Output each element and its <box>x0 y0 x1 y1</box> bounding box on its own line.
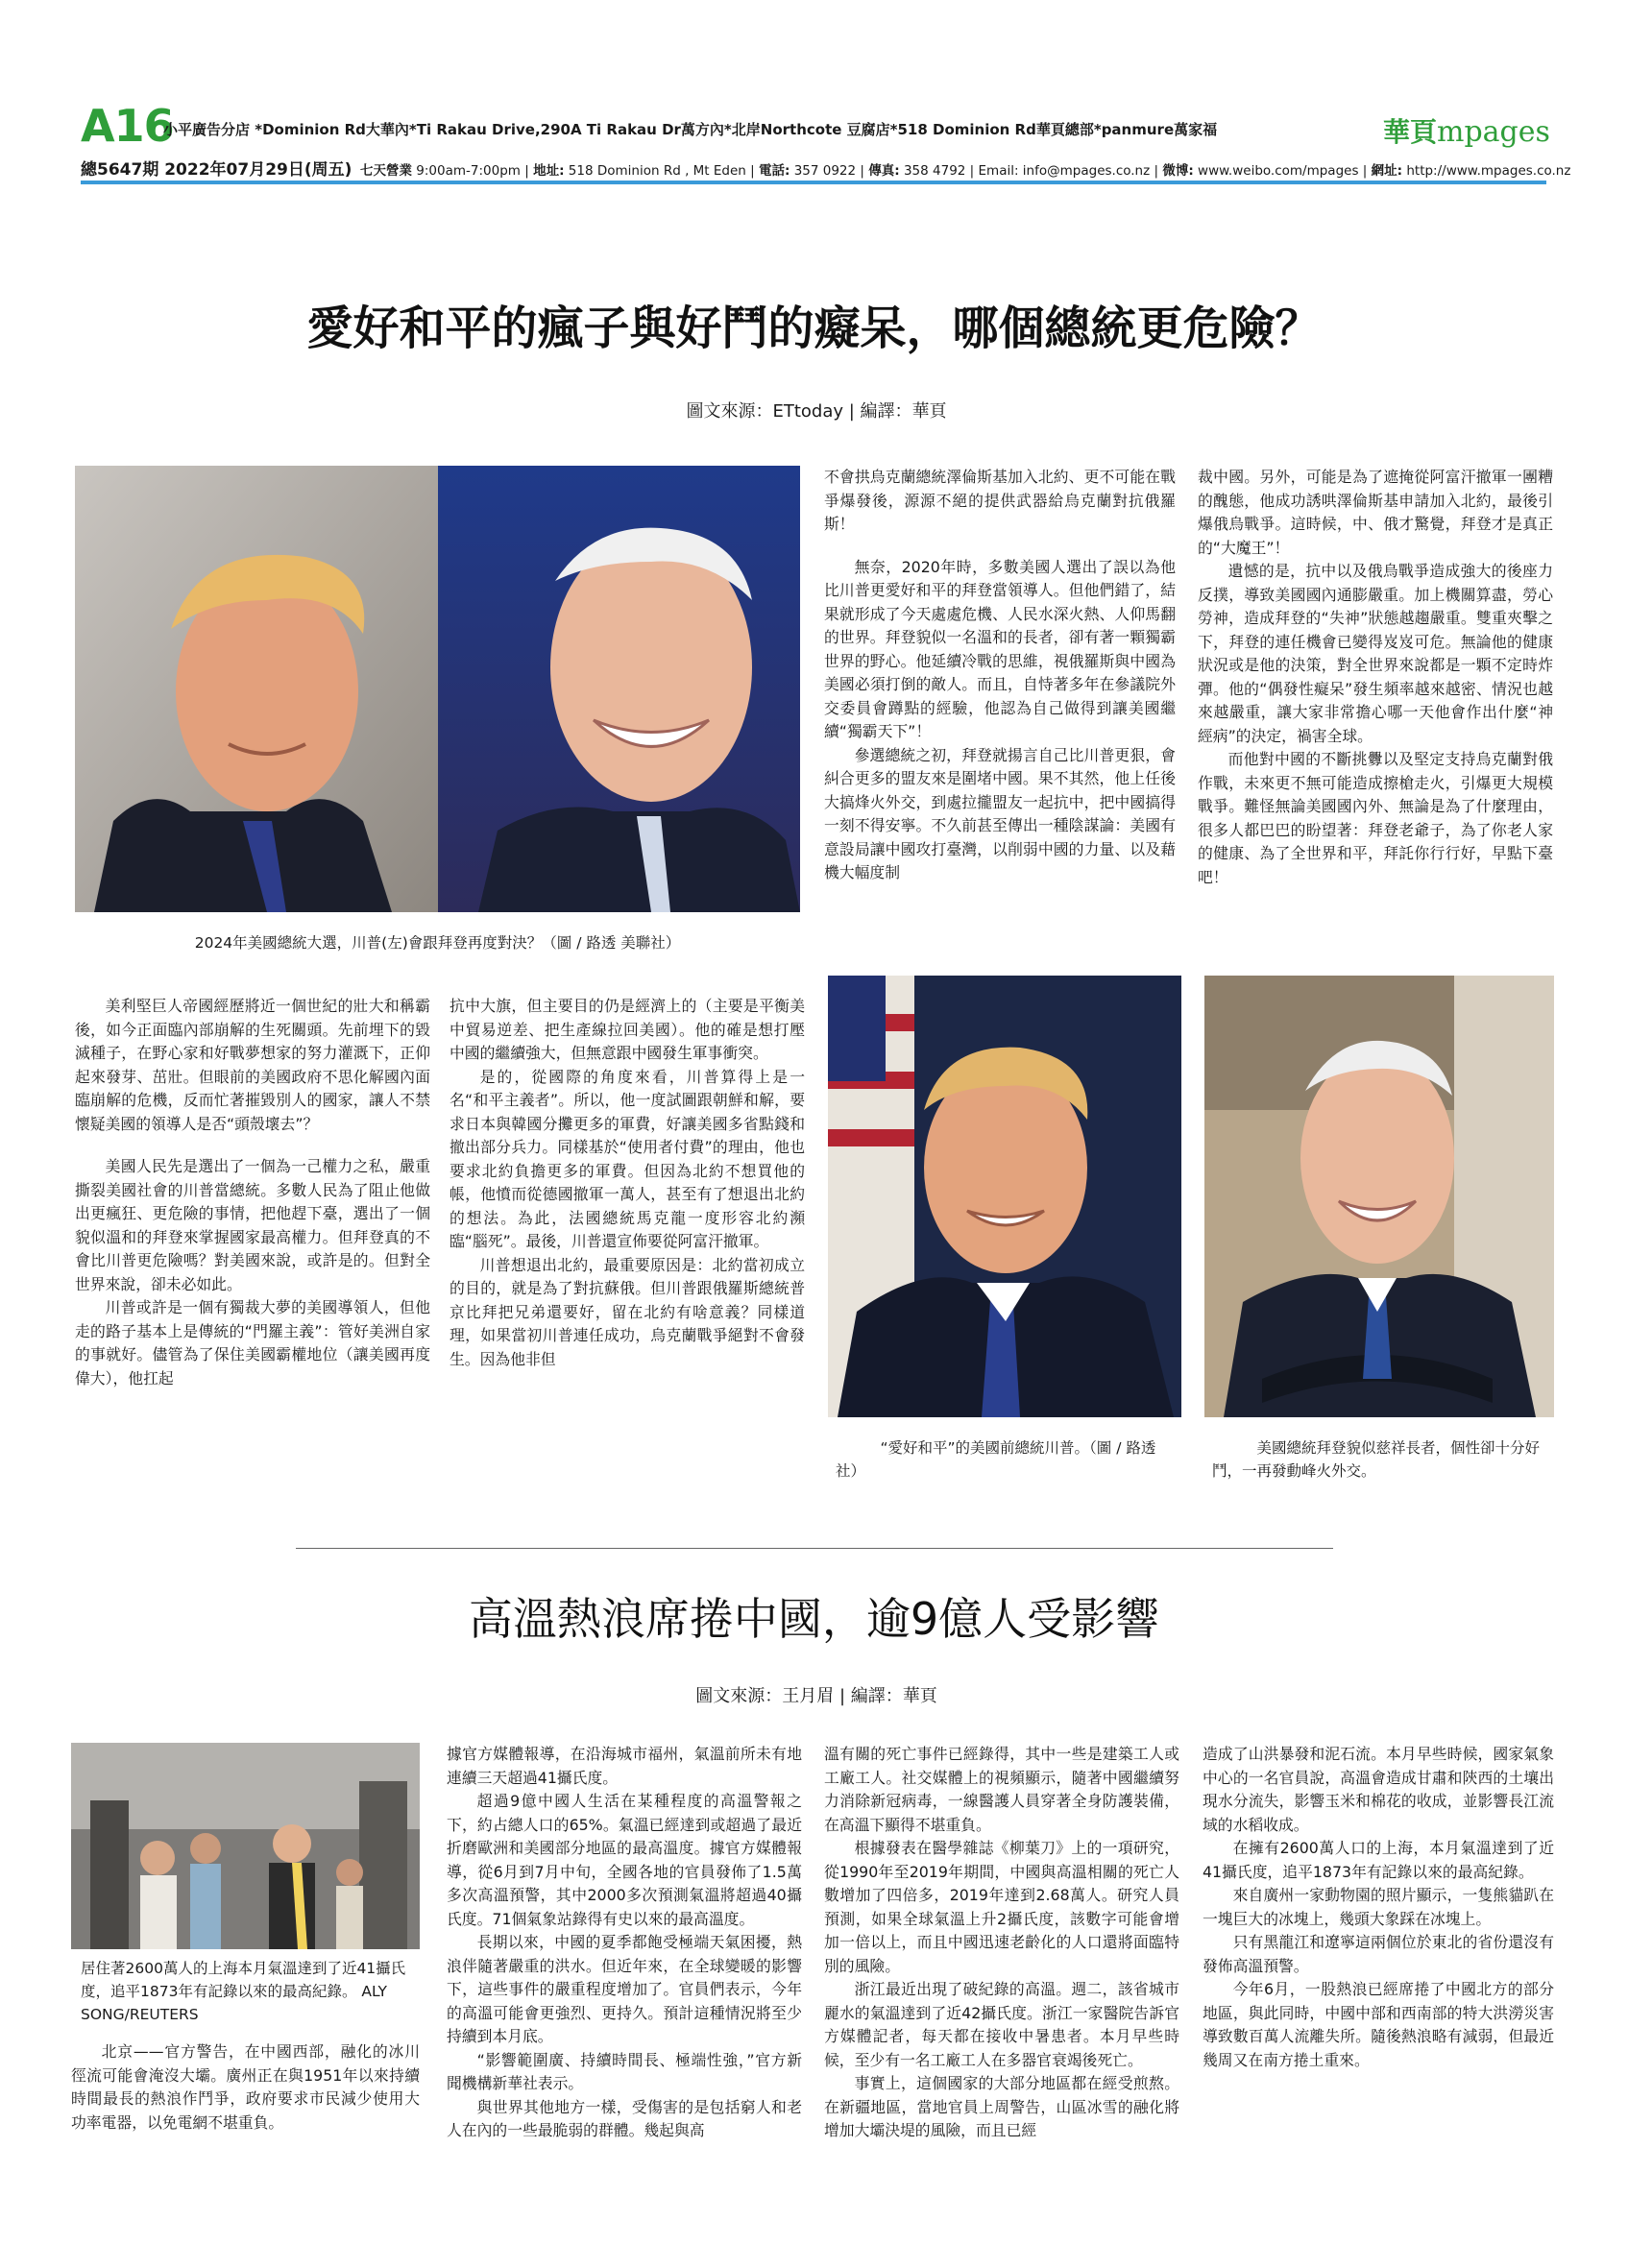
paragraph: 與世界其他地方一樣，受傷害的是包括窮人和老人在內的一些最脆弱的群體。幾起與高 <box>447 2097 802 2139</box>
paragraph: 參選總統之初，拜登就揚言自己比川普更狠，會糾合更多的盟友來是圍堵中國。果不其然，他上任後大搞烽火外交，到處拉攏盟友一起抗中，把中國搞得一刻不得安寧。不久前甚至傳出一種陰謀論：美國有意設局讓中國攻打臺灣，以削弱中國的力量、以及藉機大幅度制 <box>824 745 1176 881</box>
paragraph: 造成了山洪暴發和泥石流。本月早些時候，國家氣象中心的一名官員說，高溫會造成甘肅和陝西的土壤出現水分流失，影響玉米和棉花的收成，並影響長江流域的水稻收成。 <box>1203 1745 1554 1834</box>
info-item: 傳真: 358 4792 <box>868 163 966 179</box>
logo-en: mpages <box>1437 115 1550 149</box>
caption-biden: 美國總統拜登貌似慈祥長者，個性卻十分好鬥，一再發動峰火外交。 <box>1212 1439 1541 1480</box>
mpages-logo <box>1383 111 1550 150</box>
paragraph: 美利堅巨人帝國經歷將近一個世紀的壯大和稱霸後，如今正面臨內部崩解的生死關頭。先前埋下的毀滅種子，在野心家和好戰夢想家的努力灌溉下，正仰起來發芽、茁壯。但眼前的美國政府不思化解國內面臨崩解的危機，反而忙著摧毀別人的國家，讓人不禁懷疑美國的領導人是否“頭殼壞去”？ <box>75 997 430 1133</box>
article2-col4 <box>1203 1743 1554 2072</box>
info-item: 微博: www.weibo.com/mpages <box>1162 163 1359 179</box>
paragraph: 根據發表在醫學雜誌《柳葉刀》上的一項研究，從1990年至2019年期間，中國與高溫相關的死亡人數增加了四倍多，2019年達到2.68萬人。研究人員預測，如果全球氣溫上升2攝氏度，該數字可能會增加一倍以上，而且中國迅速老齡化的人口還將面臨特別的風險。 <box>824 1839 1179 1975</box>
photo-trump-biden-svg <box>75 466 800 912</box>
paragraph: 不會拱烏克蘭總統澤倫斯基加入北約、更不可能在戰爭爆發後，源源不絕的提供武器給烏克蘭對抗俄羅斯！ <box>824 468 1176 533</box>
paragraph: 長期以來，中國的夏季都飽受極端天氣困擾，熱浪伴隨著嚴重的洪水。但近年來，在全球變暖的影響下，這些事件的嚴重程度增加了。官員們表示，今年的高溫可能會更強烈、更持久。預計這種情況將至少持續到本月底。 <box>447 1933 802 2045</box>
article2-byline: 圖文來源：王月眉 | 編譯：華頁 <box>695 1686 937 1706</box>
info-item: 網址: http://www.mpages.co.nz <box>1371 163 1571 179</box>
paragraph: 川普或許是一個有獨裁大夢的美國導領人，但他走的路子基本上是傳統的“門羅主義”：管好美洲自家的事就好。儘管為了保住美國霸權地位（讓美國再度偉大），他扛起 <box>75 1298 430 1387</box>
paragraph: 超過9億中國人生活在某種程度的高溫警報之下，約占總人口的65%。氣溫已經達到或超過了最近折磨歐洲和美國部分地區的最高溫度。據官方媒體報導，從6月到7月中旬，全國各地的官員發佈了1.5萬多次高溫預警，其中2000多次預測氣溫將超過40攝氏度。71個氣象站錄得有史以來的最高溫度。 <box>447 1792 802 1928</box>
paragraph: 川普想退出北約，最重要原因是：北約當初成立的目的，就是為了對抗蘇俄。但川普跟俄羅斯總統普京比拜把兄弟還要好，留在北約有啥意義？同樣道理，如果當初川普連任成功，烏克蘭戰爭絕對不會發生。因為他非但 <box>450 1255 805 1368</box>
paragraph: 事實上，這個國家的大部分地區都在經受煎熬。在新疆地區，當地官員上周警告，山區冰雪的融化將增加大壩決堤的風險，而且已經 <box>824 2074 1179 2139</box>
info-item: 電話: 357 0922 <box>758 163 857 179</box>
paragraph: 是的，從國際的角度來看，川普算得上是一名“和平主義者”。所以，他一度試圖跟朝鮮和解，要求日本與韓國分攤更多的軍費，好讓美國多省點錢和撤出部分兵力。同樣基於“使用者付費”的理由，他也要求北約負擔更多的軍費。但因為北約不想買他的帳，他憤而從德國撤軍一萬人，甚至有了想退出北約的想法。為此，法國總統馬克龍一度形容北約瀕臨“腦死”。最後，川普還宣佈要從阿富汗撤軍。 <box>450 1067 805 1250</box>
article1-title: 愛好和平的瘋子與好鬥的癡呆，哪個總統更危險？ <box>306 302 1322 355</box>
paragraph: “影響範圍廣、持續時間長、極端性強，”官方新聞機構新華社表示。 <box>447 2050 802 2092</box>
paragraph: 裁中國。另外，可能是為了遮掩從阿富汗撤軍一團糟的醜態，他成功誘哄澤倫斯基申請加入北約，最後引爆俄烏戰爭。這時候，中、俄才驚覺，拜登才是真正的“大魔王”！ <box>1198 468 1553 557</box>
paragraph: 遺憾的是，抗中以及俄烏戰爭造成強大的後座力反撲，導致美國國內通膨嚴重。加上機關算盡，勞心勞神，造成拜登的“失神”狀態越趨嚴重。雙重夾擊之下，拜登的連任機會已變得岌岌可危。無論他的健康狀況或是他的決策，對全世界來說都是一顆不定時炸彈。他的“偶發性癡呆”發生頻率越來越密、情況也越來越嚴重，讓大家非常擔心哪一天他會作出什麼“神經病”的決定，禍害全球。 <box>1198 562 1553 745</box>
article1-byline: 圖文來源：ETtoday | 編譯：華頁 <box>686 401 947 422</box>
paragraph: 無奈，2020年時，多數美國人選出了誤以為他比川普更愛好和平的拜登當領導人。但他們錯了，結果就形成了今天處處危機、人民水深火熱、人仰馬翻的世界。拜登貌似一名溫和的長者，卻有著一顆獨霸世界的野心。他延續冷戰的思維，視俄羅斯與中國為美國必須打倒的敵人。而且，自恃著多年在參議院外交委員會蹲點的經驗，他認為自己做得到讓美國繼續“獨霸天下”！ <box>824 557 1176 740</box>
photo-shanghai-heat <box>71 1743 420 1949</box>
article1-col-lower-left <box>75 995 430 1390</box>
paragraph: 北京——官方警告，在中國西部，融化的冰川徑流可能會淹沒大壩。廣州正在與1951年以來持續時間最長的熱浪作鬥爭，政府要求市民減少使用大功率電器，以免電網不堪重負。 <box>71 2042 420 2132</box>
paragraph: 抗中大旗，但主要目的仍是經濟上的（主要是平衡美中貿易逆差、把生產線拉回美國）。他的確是想打壓中國的繼續強大，但無意跟中國發生軍事衝突。 <box>450 997 805 1062</box>
paragraph: 溫有關的死亡事件已經錄得，其中一些是建築工人或工廠工人。社交媒體上的視頻顯示，隨著中國繼續努力消除新冠病毒，一線醫護人員穿著全身防護裝備，在高溫下顯得不堪重負。 <box>824 1745 1179 1834</box>
article-separator <box>296 1548 1333 1549</box>
logo-cn: 華頁 <box>1383 116 1438 148</box>
paragraph: 只有黑龍江和遼寧這兩個位於東北的省份還沒有發佈高溫預警。 <box>1203 1933 1554 1975</box>
caption-trump: “愛好和平”的美國前總統川普。（圖 / 路透社） <box>836 1439 1156 1480</box>
article1-col-upper-right <box>1198 466 1553 889</box>
article2-col3 <box>824 1743 1179 2143</box>
header-rule <box>81 181 1546 184</box>
page-number: A16 <box>81 100 174 152</box>
photo-shanghai-heat-svg <box>71 1743 420 1949</box>
photo-trump-portrait-svg <box>828 976 1181 1417</box>
paragraph: 今年6月，一股熱浪已經席捲了中國北方的部分地區，與此同時，中國中部和西南部的特大洪澇災害導致數百萬人流離失所。隨後熱浪略有減弱，但最近幾周又在南方捲土重來。 <box>1203 1980 1554 2069</box>
paragraph: 據官方媒體報導，在沿海城市福州，氣溫前所未有地連續三天超過41攝氏度。 <box>447 1745 802 1787</box>
article2-photo-caption: 居住著2600萬人的上海本月氣溫達到了近41攝氏度，追平1873年有記錄以來的最高紀錄。 ALY SONG/REUTERS <box>81 1960 406 2023</box>
contact-info: 七天營業 9:00am-7:00pm | 地址: 518 Dominion Rd , Mt Eden | 電話: 357 0922 | 傳真: 358 4792 | Email: info@mpages.co.nz | 微博: www.weibo.com/mpages | 網址: http://www.mpages.co.nz <box>360 163 1571 179</box>
paragraph: 在擁有2600萬人口的上海，本月氣溫達到了近41攝氏度，追平1873年有記錄以來的最高紀錄。 <box>1203 1839 1554 1881</box>
article1-top-caption: 2024年美國總統大選，川普(左)會跟拜登再度對決？（圖 / 路透 美聯社） <box>194 934 681 952</box>
info-bar <box>81 156 1570 180</box>
info-item: 七天營業 9:00am-7:00pm <box>360 163 521 179</box>
photo-trump-portrait <box>828 976 1181 1417</box>
branch-list: 小平廣告分店 *Dominion Rd大華內*Ti Rakau Drive,290A Ti Rakau Dr萬方內*北岸Northcote 豆腐店*518 Dominion Rd華頁總部*panmure萬家福 <box>163 121 1218 138</box>
photo-biden-portrait-svg <box>1204 976 1554 1417</box>
photo-trump-biden <box>75 466 800 912</box>
info-item: Email: info@mpages.co.nz <box>978 163 1151 179</box>
paragraph: 浙江最近出現了破紀錄的高溫。週二，該省城市麗水的氣溫達到了近42攝氏度。浙江一家醫院告訴官方媒體記者，每天都在接收中暑患者。本月早些時候，至少有一名工廠工人在多器官衰竭後死亡。 <box>824 1980 1179 2069</box>
article1-col-lower-mid <box>450 995 805 1371</box>
paragraph: 美國人民先是選出了一個為一己權力之私，嚴重撕裂美國社會的川普當總統。多數人民為了阻止他做出更瘋狂、更危險的事情，把他趕下臺，選出了一個貌似溫和的拜登來掌握國家最高權力。但拜登真的不會比川普更危險嗎？對美國來說，或許是的。但對全世界來說，卻未必如此。 <box>75 1157 430 1293</box>
photo-biden-portrait <box>1204 976 1554 1417</box>
article1-col-upper-mid <box>824 466 1176 885</box>
info-item: 地址: 518 Dominion Rd , Mt Eden <box>533 163 746 179</box>
article2-title: 高溫熱浪席捲中國，逾9億人受影響 <box>468 1593 1160 1645</box>
paragraph: 來自廣州一家動物園的照片顯示，一隻熊貓趴在一塊巨大的冰塊上，幾頭大象踩在冰塊上。 <box>1203 1886 1554 1928</box>
article2-col1 <box>71 2040 420 2135</box>
paragraph: 而他對中國的不斷挑釁以及堅定支持烏克蘭對俄作戰，未來更不無可能造成擦槍走火，引爆更大規模戰爭。難怪無論美國國內外、無論是為了什麼理由，很多人都巴巴的盼望著：拜登老爺子，為了你老人家的健康、為了全世界和平，拜託你行行好，早點下臺吧！ <box>1198 750 1553 886</box>
issue-date: 總5647期 2022年07月29日(周五) <box>81 160 352 180</box>
article2-col2 <box>447 1743 802 2143</box>
